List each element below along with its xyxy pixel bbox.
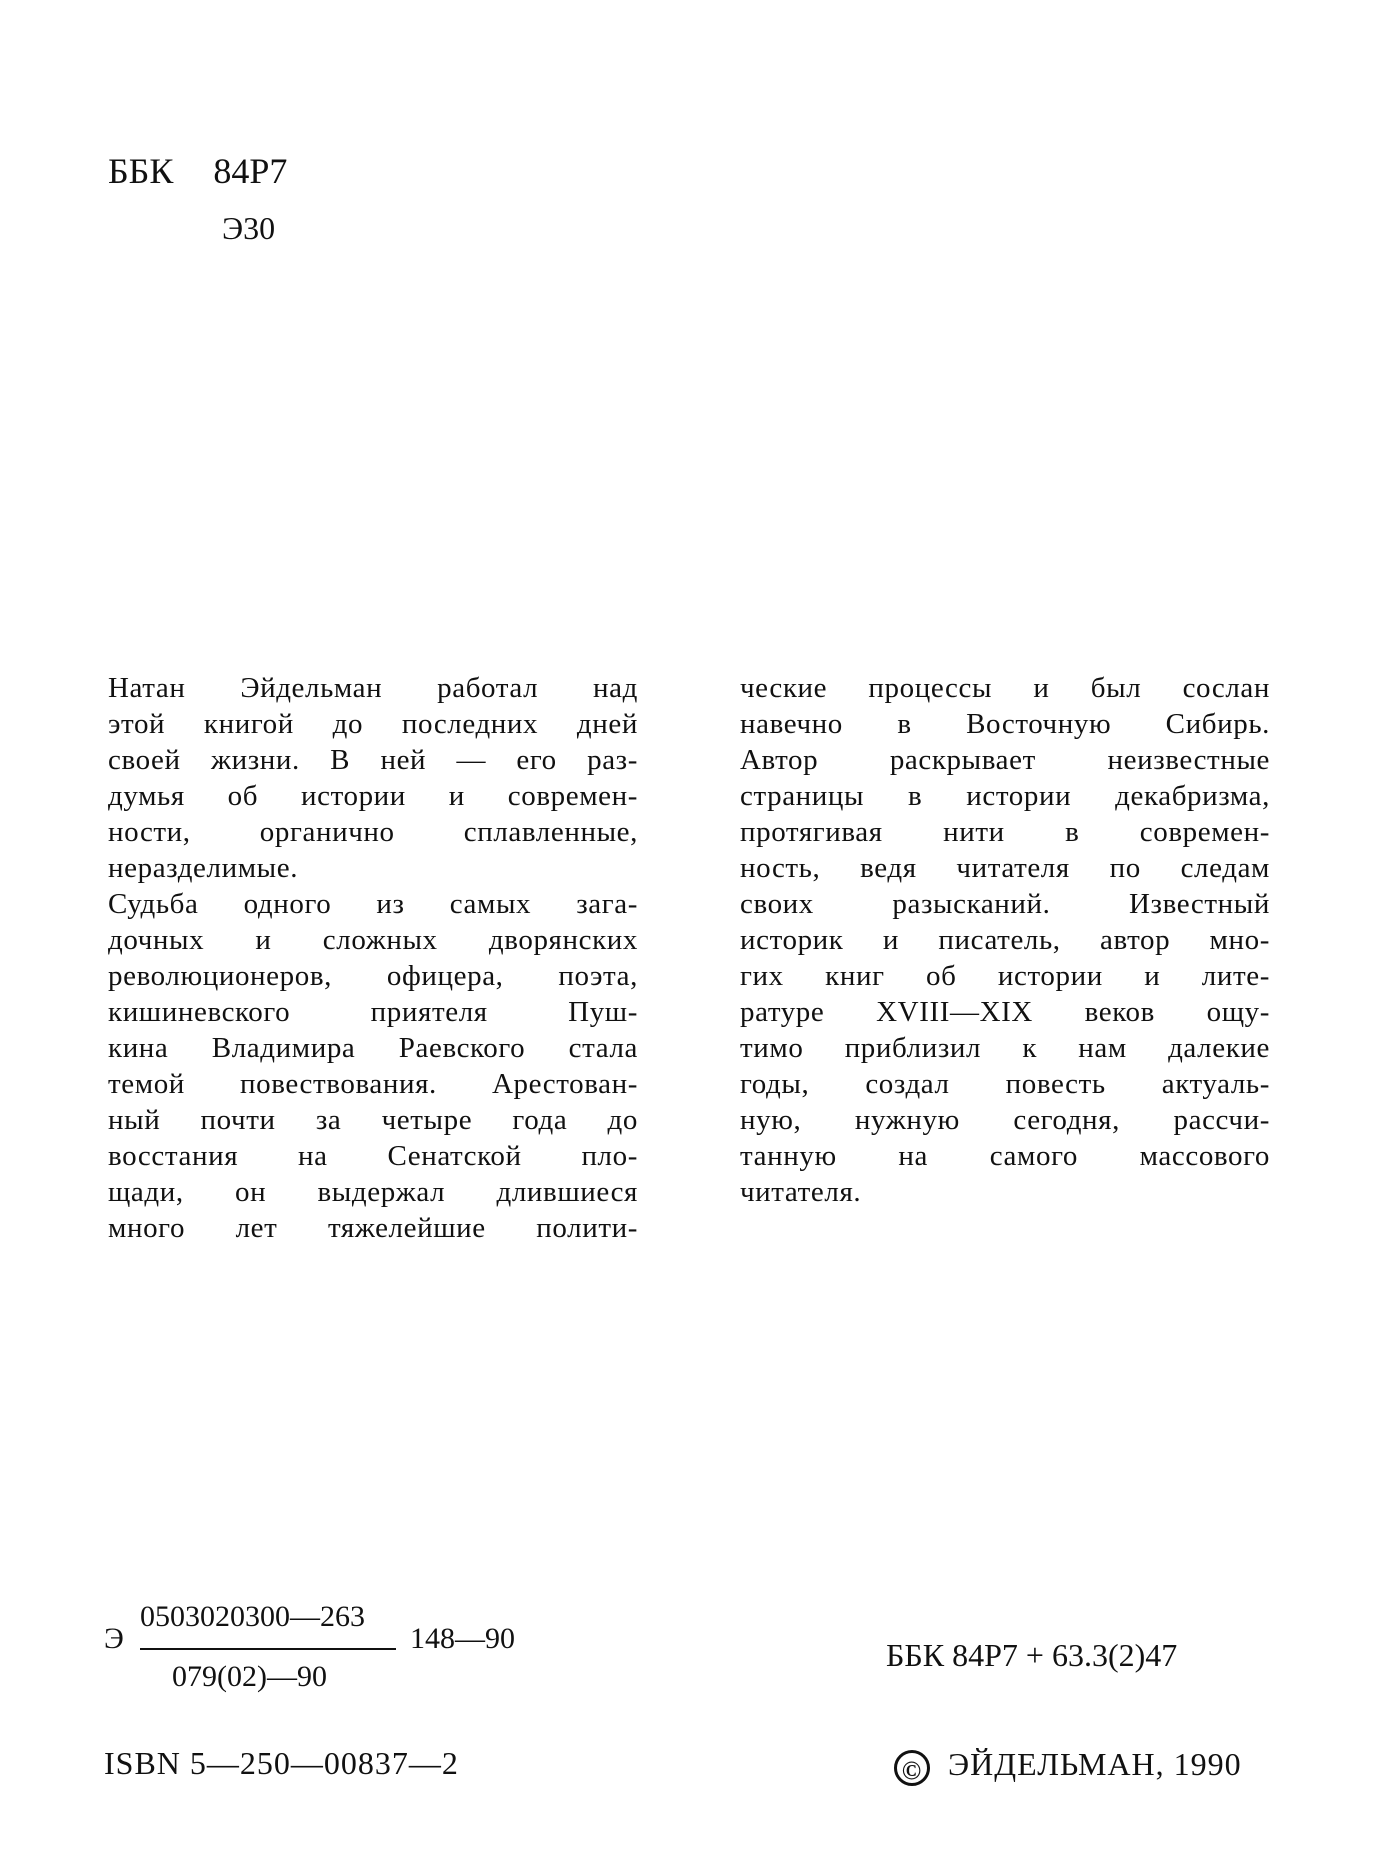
annotation-left-column xyxy=(108,670,638,1246)
author-mark: Э30 xyxy=(222,210,276,246)
annotation-line: своих разысканий. Известный xyxy=(740,888,1270,920)
annotation-line: восстания на Сенатской пло- xyxy=(108,1140,638,1172)
copyright-icon: © xyxy=(894,1750,930,1786)
annotation-line: ратуре XVIII—XIX веков ощу- xyxy=(740,996,1270,1028)
annotation-line: танную на самого массового xyxy=(740,1140,1270,1172)
annotation-line: кина Владимира Раевского стала xyxy=(108,1032,638,1064)
annotation-line: тимо приблизил к нам далекие xyxy=(740,1032,1270,1064)
annotation-line: щади, он выдержал длившиеся xyxy=(108,1176,638,1208)
publisher-code-suffix: 148—90 xyxy=(410,1622,515,1655)
annotation-line: ности, органично сплавленные, xyxy=(108,816,638,848)
publisher-code-denominator: 079(02)—90 xyxy=(172,1660,327,1693)
isbn: ISBN 5—250—00837—2 xyxy=(104,1745,459,1781)
annotation-line: гих книг об истории и лите- xyxy=(740,960,1270,992)
annotation-right-column xyxy=(740,670,1270,1210)
publisher-code-letter: Э xyxy=(104,1622,124,1655)
annotation-line: темой повествования. Арестован- xyxy=(108,1068,638,1100)
annotation-line: дочных и сложных дворянских xyxy=(108,924,638,956)
annotation-line: годы, создал повесть актуаль- xyxy=(740,1068,1270,1100)
fraction-bar xyxy=(140,1648,396,1650)
annotation-line: Автор раскрывает неизвестные xyxy=(740,744,1270,776)
annotation-line: Судьба одного из самых зага- xyxy=(108,888,638,920)
annotation-line: навечно в Восточную Сибирь. xyxy=(740,708,1270,740)
annotation-line: ческие процессы и был сослан xyxy=(740,672,1270,704)
annotation-line: ную, нужную сегодня, рассчи- xyxy=(740,1104,1270,1136)
annotation-line: неразделимые. xyxy=(108,852,299,884)
annotation-line: кишиневского приятеля Пуш- xyxy=(108,996,638,1028)
annotation-line: Натан Эйдельман работал над xyxy=(108,672,638,704)
bbk-label: ББК xyxy=(108,151,174,191)
bbk-code: 84Р7 xyxy=(213,151,288,191)
annotation-line: революционеров, офицера, поэта, xyxy=(108,960,638,992)
annotation-line: протягивая нити в современ- xyxy=(740,816,1270,848)
annotation-line: думья об истории и современ- xyxy=(108,780,638,812)
annotation-line: ность, ведя читателя по следам xyxy=(740,852,1270,884)
annotation-line: этой книгой до последних дней xyxy=(108,708,638,740)
bbk-full-classification: ББК 84Р7 + 63.3(2)47 xyxy=(886,1637,1178,1673)
annotation-line: историк и писатель, автор мно- xyxy=(740,924,1270,956)
annotation-line: своей жизни. В ней — его раз- xyxy=(108,744,638,776)
copyright-text: ЭЙДЕЛЬМАН, 1990 xyxy=(948,1746,1242,1782)
annotation-line: много лет тяжелейшие полити- xyxy=(108,1212,638,1244)
annotation-line: страницы в истории декабризма, xyxy=(740,780,1270,812)
copyright-notice xyxy=(894,1746,1242,1786)
bbk-classification xyxy=(108,150,287,192)
annotation-line: ный почти за четыре года до xyxy=(108,1104,638,1136)
annotation-line: читателя. xyxy=(740,1176,862,1208)
publisher-code-numerator: 0503020300—263 xyxy=(140,1600,365,1633)
